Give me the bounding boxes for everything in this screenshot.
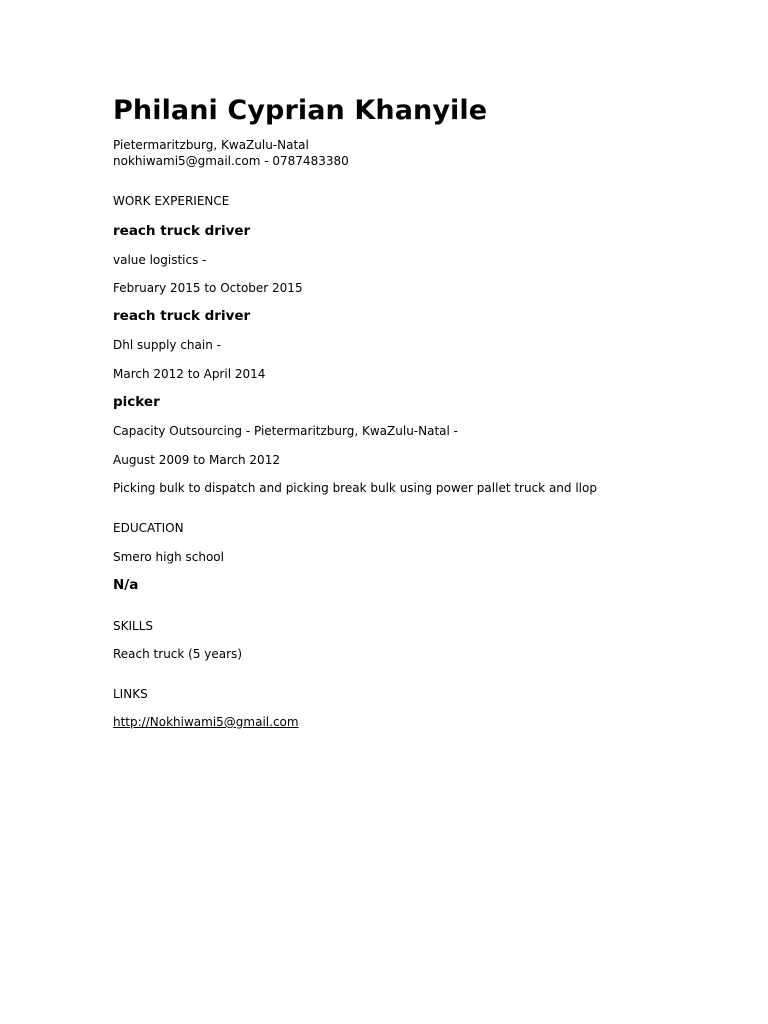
resume-page xyxy=(113,94,713,730)
links-heading: LINKS xyxy=(113,687,148,701)
job-description: Picking bulk to dispatch and picking break bulk using power pallet truck and llop xyxy=(113,481,597,495)
job-title: reach truck driver xyxy=(113,223,251,239)
degree: N/a xyxy=(113,577,139,593)
contact-info: nokhiwami5@gmail.com - 0787483380 xyxy=(113,154,349,168)
profile-link[interactable]: http://Nokhiwami5@gmail.com xyxy=(113,715,299,729)
job-dates: March 2012 to April 2014 xyxy=(113,367,266,381)
education-heading: EDUCATION xyxy=(113,521,184,535)
skill-item: Reach truck (5 years) xyxy=(113,647,242,661)
job-title: picker xyxy=(113,394,160,410)
job-employer: value logistics - xyxy=(113,253,207,267)
job-employer: Dhl supply chain - xyxy=(113,338,221,352)
job-dates: August 2009 to March 2012 xyxy=(113,453,280,467)
job-employer: Capacity Outsourcing - Pietermaritzburg, KwaZulu-Natal - xyxy=(113,424,458,438)
work-experience-heading: WORK EXPERIENCE xyxy=(113,194,230,208)
skills-heading: SKILLS xyxy=(113,619,154,633)
school-name: Smero high school xyxy=(113,550,224,564)
candidate-name: Philani Cyprian Khanyile xyxy=(113,95,488,126)
job-title: reach truck driver xyxy=(113,308,251,324)
location: Pietermaritzburg, KwaZulu-Natal xyxy=(113,138,309,152)
job-dates: February 2015 to October 2015 xyxy=(113,281,303,295)
